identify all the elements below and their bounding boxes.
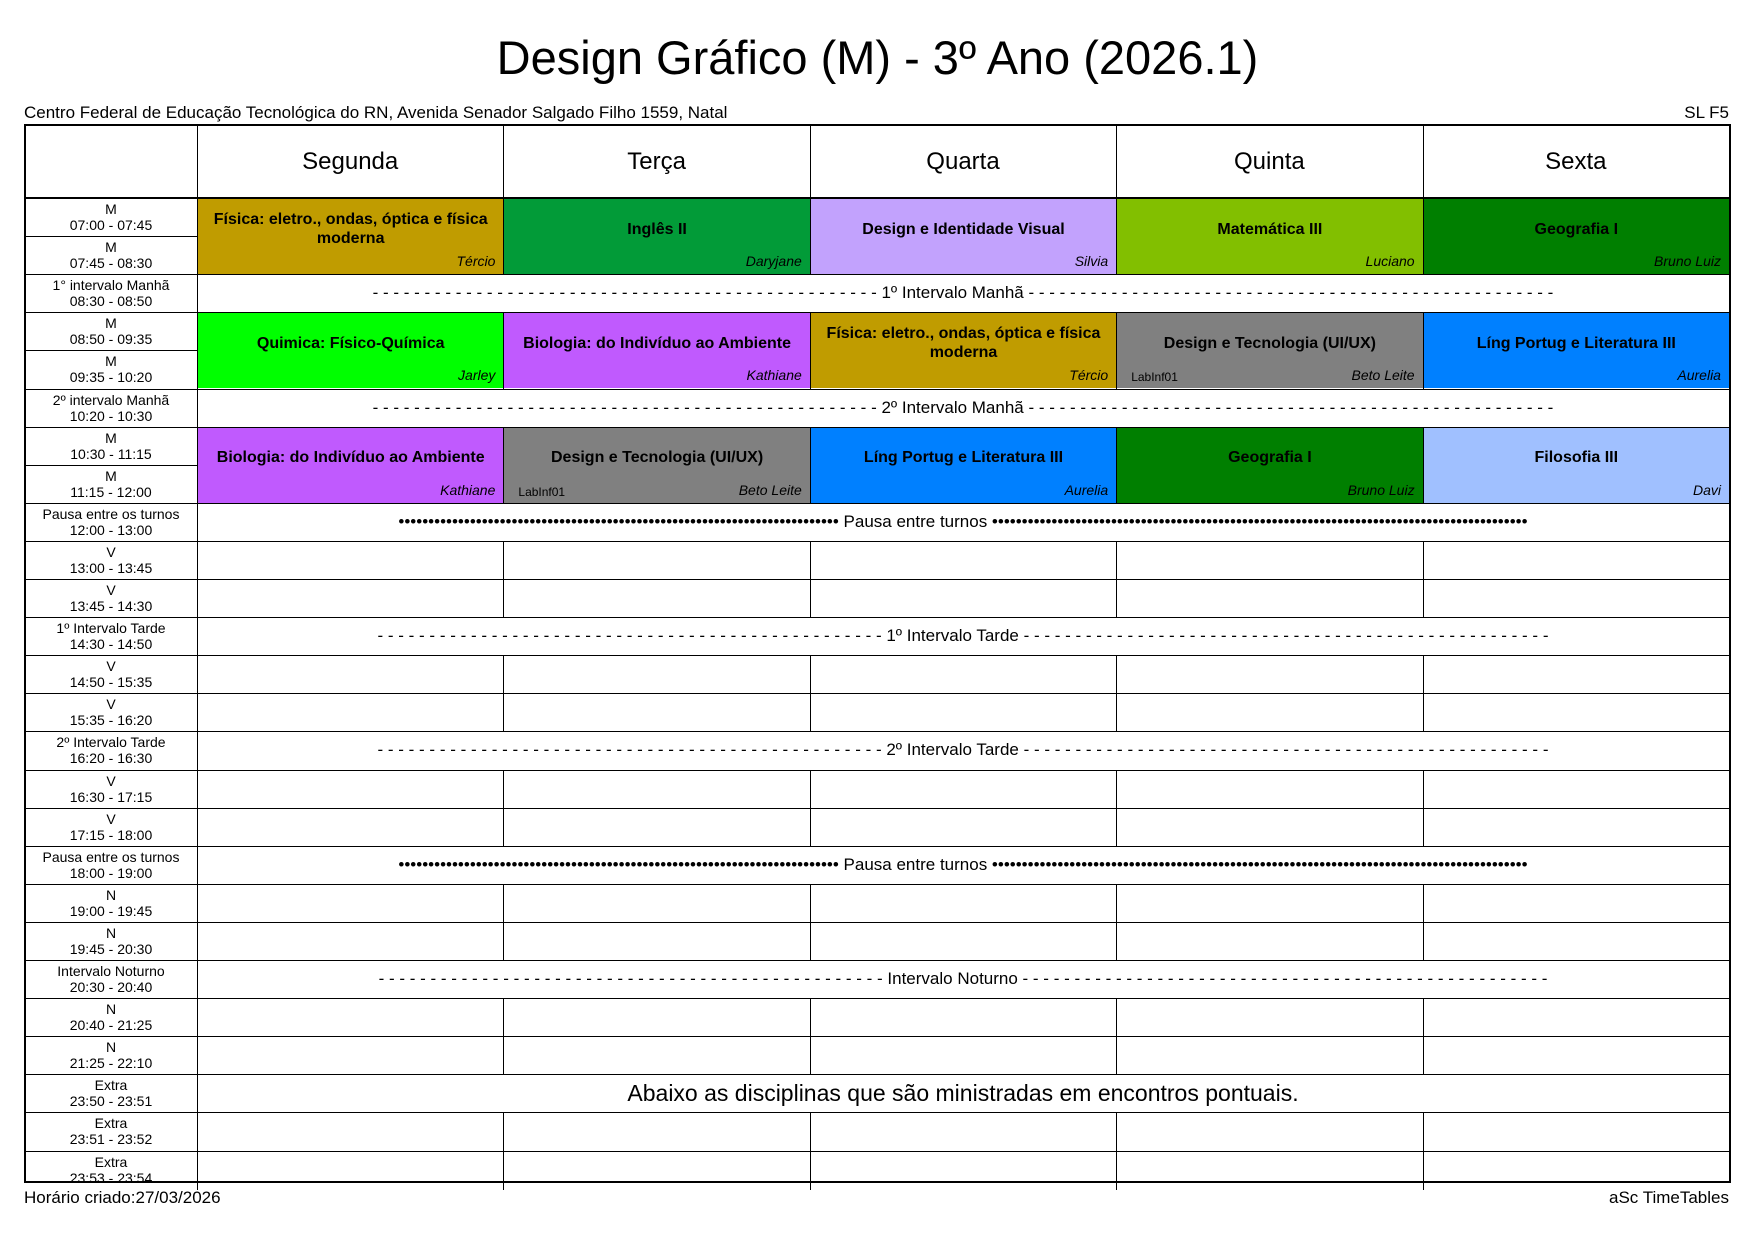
lesson-teacher: Tércio (456, 253, 496, 270)
column-divider (1423, 922, 1424, 961)
column-divider (810, 808, 811, 847)
column-divider (1116, 126, 1117, 198)
lesson-card[interactable] (1117, 199, 1422, 274)
page-title: Design Gráfico (M) - 3º Ano (2026.1) (496, 31, 1259, 84)
lesson-teacher: Beto Leite (1351, 367, 1415, 384)
time-slot-label: Intervalo Noturno (57, 963, 165, 979)
time-slot-range: 07:45 - 08:30 (69, 255, 153, 272)
lesson-card[interactable] (504, 313, 809, 388)
lesson-teacher: Davi (1692, 481, 1721, 498)
lesson-card[interactable] (1424, 199, 1729, 274)
column-divider (810, 770, 811, 809)
lesson-teacher: Bruno Luiz (1654, 253, 1721, 270)
lesson-teacher: Daryjane (745, 253, 802, 270)
institution-address: Centro Federal de Educação Tecnológica do RN, Avenida Senador Salgado Filho 1559, Natal (24, 103, 728, 122)
time-slot-label: 2º Intervalo Tarde (56, 734, 166, 751)
column-divider (197, 770, 198, 809)
column-divider (1423, 579, 1424, 618)
column-divider (1116, 541, 1117, 580)
time-slot-label: Pausa entre os turnos (42, 848, 180, 865)
lesson-subject-text: Líng Portug e Literatura III (1476, 334, 1676, 352)
time-slot (26, 658, 196, 696)
lesson-teacher: Bruno Luiz (1347, 481, 1415, 498)
row-divider (26, 655, 1729, 656)
column-divider (197, 655, 198, 694)
lesson-subject (204, 199, 497, 259)
lesson-card[interactable] (198, 313, 503, 388)
row-divider (26, 350, 197, 351)
lesson-card[interactable] (198, 428, 503, 503)
column-divider (197, 579, 198, 618)
time-slot-label: V (106, 543, 116, 560)
column-divider (503, 541, 504, 580)
timetable-grid (24, 124, 1731, 1186)
lesson-teacher: Beto Leite (738, 481, 802, 498)
row-divider (26, 808, 1729, 809)
column-divider (1116, 579, 1117, 618)
lesson-card[interactable] (811, 199, 1116, 274)
column-divider (810, 579, 811, 618)
row-divider (26, 998, 1729, 999)
time-slot (26, 239, 196, 277)
day-header-terça: Terça (627, 148, 686, 175)
time-slot-range: 12:00 - 13:00 (69, 521, 153, 538)
time-slot-range: 10:20 - 10:30 (69, 407, 153, 424)
time-slot-range: 07:00 - 07:45 (69, 217, 153, 233)
lesson-card[interactable] (198, 199, 503, 274)
break-band: •••••••••••••••••••••••••••••••••••••••••••••••••••••••••••••••••••••••••• Pausa entre turnos •••••••••••••••••••••••••••••••••••••••••••••••••••••••••••••••••••••••••••••••••••••••••• (398, 854, 1528, 874)
time-slot-range: 19:00 - 19:45 (69, 902, 153, 919)
lesson-card[interactable] (1424, 428, 1729, 503)
lesson-subject-text: Quimica: Físico-Química (256, 334, 445, 352)
column-divider (503, 922, 504, 961)
time-slot (26, 1115, 196, 1153)
time-slot-label: V (106, 696, 116, 713)
row-divider (26, 1112, 1729, 1113)
time-slot (26, 506, 196, 544)
time-slot-range: 20:40 - 21:25 (69, 1017, 153, 1034)
column-divider (810, 1151, 811, 1190)
lesson-subject (1123, 428, 1416, 488)
lesson-subject (817, 428, 1110, 488)
time-slot-label: V (106, 582, 116, 598)
time-slot (26, 887, 196, 925)
column-divider (810, 884, 811, 923)
lesson-subject-text: Geografia I (1534, 220, 1619, 238)
time-slot-label: V (106, 810, 116, 827)
time-slot (26, 315, 196, 353)
column-divider (1116, 998, 1117, 1037)
time-slot (26, 963, 196, 1001)
time-slot-label: Extra (94, 1153, 128, 1170)
column-divider (503, 126, 504, 198)
time-slot-label: M (105, 201, 117, 217)
column-divider (1423, 541, 1424, 580)
time-slot (26, 1001, 196, 1039)
column-divider (197, 808, 198, 847)
time-slot-label: M (105, 429, 117, 446)
column-divider (1116, 1036, 1117, 1075)
time-slot-range: 21:25 - 22:10 (69, 1055, 153, 1072)
row-divider (26, 1151, 1729, 1152)
lesson-subject (817, 313, 1110, 373)
lesson-subject-text: Física: eletro., ondas, óptica e física moderna (826, 325, 1101, 362)
column-divider (810, 998, 811, 1037)
column-divider (1423, 655, 1424, 694)
row-divider (26, 922, 1729, 923)
time-slot-label: M (105, 467, 117, 484)
column-divider (1116, 808, 1117, 847)
time-slot (26, 392, 196, 430)
time-slot (26, 1154, 196, 1192)
lesson-subject (817, 199, 1110, 259)
break-band: - - - - - - - - - - - - - - - - - - - - - - - - - - - - - - - - - - - - - - - - - - - - - - - - - 1º Intervalo Tarde - - - - - - - - - - - - - - - - - - - - - - - - - - - - - - - - - - - - - - - - - - - - - - - - - - - (377, 626, 1549, 646)
column-divider (1423, 808, 1424, 847)
time-slot-label: 1° intervalo Manhã (52, 277, 170, 294)
column-divider (810, 1036, 811, 1075)
lesson-teacher: Tércio (1069, 367, 1109, 384)
time-slot-label: M (105, 315, 117, 332)
column-divider (197, 884, 198, 923)
row-divider (26, 236, 197, 237)
time-slot-range: 14:30 - 14:50 (69, 636, 153, 653)
lesson-subject (204, 428, 497, 488)
column-divider (810, 693, 811, 732)
lesson-teacher: Silvia (1074, 253, 1109, 270)
time-slot (26, 544, 196, 582)
column-divider (503, 770, 504, 809)
time-slot (26, 1039, 196, 1077)
break-band: - - - - - - - - - - - - - - - - - - - - - - - - - - - - - - - - - - - - - - - - - - - - - - - - - Intervalo Noturno - - - - - - - - - - - - - - - - - - - - - - - - - - - - - - - - - - - - - - - - - - - - - - - - - - - (378, 969, 1548, 988)
lesson-subject (1430, 428, 1723, 488)
column-divider (1423, 770, 1424, 809)
time-slot (26, 353, 196, 391)
column-divider (1423, 1112, 1424, 1151)
time-slot (26, 277, 196, 315)
time-slot (26, 1077, 196, 1115)
time-slot-range: 08:30 - 08:50 (69, 293, 153, 310)
day-header-sexta: Sexta (1545, 148, 1607, 175)
column-divider (503, 693, 504, 732)
row-divider (26, 541, 1729, 542)
time-slot-range: 08:50 - 09:35 (69, 331, 153, 348)
room-code: SL F5 (1684, 103, 1729, 122)
column-divider (810, 1112, 811, 1151)
break-band: - - - - - - - - - - - - - - - - - - - - - - - - - - - - - - - - - - - - - - - - - - - - - - - - - 1º Intervalo Manhã - - - - - - - - - - - - - - - - - - - - - - - - - - - - - - - - - - - - - - - - - - - - - - - - - - - (372, 283, 1554, 303)
break-band: - - - - - - - - - - - - - - - - - - - - - - - - - - - - - - - - - - - - - - - - - - - - - - - - - 2º Intervalo Manhã - - - - - - - - - - - - - - - - - - - - - - - - - - - - - - - - - - - - - - - - - - - - - - - - - - - (372, 397, 1554, 417)
time-slot-range: 20:30 - 20:40 (69, 979, 153, 995)
day-header-quinta: Quinta (1234, 148, 1305, 175)
time-slot-range: 13:00 - 13:45 (69, 559, 153, 576)
column-divider (810, 541, 811, 580)
time-slot-label: N (105, 1039, 117, 1056)
lesson-subject-text: Física: eletro., ondas, óptica e física moderna (213, 211, 488, 248)
lesson-subject (1430, 199, 1723, 259)
lesson-subject-text: Inglês II (627, 220, 687, 238)
lesson-subject (204, 313, 497, 373)
lesson-subject (1123, 199, 1416, 259)
lesson-subject (1430, 313, 1723, 373)
lesson-card[interactable] (1117, 313, 1422, 388)
lesson-teacher: Jarley (458, 367, 496, 384)
day-header-quarta: Quarta (926, 148, 1000, 175)
lesson-subject-text: Design e Identidade Visual (862, 220, 1065, 238)
time-slot-label: V (106, 772, 116, 789)
time-slot-range: 16:20 - 16:30 (69, 750, 153, 767)
column-divider (1116, 770, 1117, 809)
lesson-subject-text: Filosofia III (1534, 449, 1619, 467)
time-slot-range: 16:30 - 17:15 (69, 788, 153, 805)
time-slot-label: Extra (94, 1115, 128, 1132)
row-divider (26, 770, 1729, 771)
footer-created-date: Horário criado:27/03/2026 (24, 1188, 221, 1207)
time-slot (26, 849, 196, 887)
column-divider (197, 541, 198, 580)
time-slot (26, 430, 196, 468)
lesson-teacher: Aurelia (1677, 367, 1721, 384)
column-divider (503, 808, 504, 847)
lesson-subject-text: Design e Tecnologia (UI/UX) (1163, 334, 1376, 352)
time-slot-range: 23:53 - 23:54 (69, 1169, 153, 1186)
lesson-card[interactable] (504, 199, 809, 274)
time-slot-range: 23:51 - 23:52 (69, 1131, 153, 1148)
column-divider (503, 1112, 504, 1151)
lesson-card[interactable] (1117, 428, 1422, 503)
column-divider (197, 1112, 198, 1151)
column-divider (503, 655, 504, 694)
column-divider (503, 884, 504, 923)
lesson-teacher: Kathiane (440, 481, 496, 498)
time-slot (26, 468, 196, 506)
lesson-room: LabInf01 (1131, 370, 1178, 385)
lesson-card[interactable] (504, 428, 809, 503)
time-slot-label: Extra (94, 1077, 128, 1094)
lesson-subject-text: Design e Tecnologia (UI/UX) (551, 449, 764, 467)
time-slot-label: N (105, 924, 117, 941)
column-divider (503, 1151, 504, 1190)
lesson-subject (1123, 313, 1416, 373)
lesson-subject (510, 199, 803, 259)
row-divider (26, 693, 1729, 694)
lesson-subject-text: Líng Portug e Literatura III (863, 449, 1064, 467)
lesson-teacher: Kathiane (746, 367, 802, 384)
lesson-subject-text: Biologia: do Indivíduo ao Ambiente (216, 449, 485, 467)
lesson-subject-text: Matemática III (1217, 220, 1323, 238)
lesson-teacher: Luciano (1365, 253, 1415, 270)
time-slot-label: M (105, 353, 117, 370)
time-slot-range: 17:15 - 18:00 (69, 826, 153, 843)
column-divider (197, 922, 198, 961)
time-slot-range: 14:50 - 15:35 (69, 674, 153, 691)
time-slot (26, 696, 196, 734)
row-divider (26, 579, 1729, 580)
time-slot-range: 23:50 - 23:51 (69, 1093, 153, 1110)
lesson-subject-text: Biologia: do Indivíduo ao Ambiente (523, 334, 791, 352)
time-slot (26, 620, 196, 658)
column-divider (810, 126, 811, 198)
lesson-teacher: Aurelia (1064, 481, 1109, 498)
column-divider (1116, 1112, 1117, 1151)
row-divider (26, 884, 1729, 885)
column-divider (1116, 1151, 1117, 1190)
time-slot-range: 10:30 - 11:15 (70, 445, 152, 462)
column-divider (1423, 998, 1424, 1037)
time-slot-label: V (106, 658, 116, 675)
column-divider (197, 998, 198, 1037)
lesson-card[interactable] (1424, 313, 1729, 388)
column-divider (810, 922, 811, 961)
row-divider (26, 1036, 1729, 1037)
time-slot-range: 19:45 - 20:30 (69, 940, 153, 957)
column-divider (1116, 884, 1117, 923)
column-divider (503, 579, 504, 618)
column-divider (1423, 126, 1424, 198)
lesson-room: LabInf01 (518, 484, 566, 499)
column-divider (197, 1151, 198, 1190)
column-divider (1423, 693, 1424, 732)
column-divider (810, 655, 811, 694)
column-divider (197, 1036, 198, 1075)
time-slot-range: 11:15 - 12:00 (70, 483, 152, 500)
break-band: •••••••••••••••••••••••••••••••••••••••••••••••••••••••••••••••••••••••••• Pausa entre turnos •••••••••••••••••••••••••••••••••••••••••••••••••••••••••••••••••••••••••••••••••••••••••• (398, 511, 1528, 531)
column-divider (1116, 922, 1117, 961)
time-slot-label: N (105, 886, 117, 903)
break-band: - - - - - - - - - - - - - - - - - - - - - - - - - - - - - - - - - - - - - - - - - - - - - - - - - 2º Intervalo Tarde - - - - - - - - - - - - - - - - - - - - - - - - - - - - - - - - - - - - - - - - - - - - - - - - - - - (377, 740, 1549, 760)
time-slot (26, 734, 196, 772)
column-divider (503, 998, 504, 1037)
time-slot-label: 1º Intervalo Tarde (56, 620, 166, 637)
time-slot-range: 09:35 - 10:20 (69, 369, 153, 386)
time-slot-range: 13:45 - 14:30 (69, 598, 153, 614)
row-divider (26, 465, 197, 466)
time-slot-range: 18:00 - 19:00 (69, 864, 153, 881)
time-slot (26, 811, 196, 849)
time-slot (26, 582, 196, 620)
column-divider (1423, 1036, 1424, 1075)
column-divider (1116, 655, 1117, 694)
lesson-subject-text: Geografia I (1228, 449, 1312, 467)
lesson-subject (510, 428, 803, 488)
time-slot (26, 201, 196, 239)
lesson-card[interactable] (811, 313, 1116, 388)
time-slot-label: M (105, 239, 117, 256)
footer-software: aSc TimeTables (1609, 1188, 1729, 1207)
time-slot-label: Pausa entre os turnos (42, 505, 180, 522)
lesson-card[interactable] (811, 428, 1116, 503)
column-divider (1116, 693, 1117, 732)
column-divider (1423, 1151, 1424, 1190)
extra-notice: Abaixo as disciplinas que são ministradas em encontros pontuais. (627, 1080, 1299, 1107)
day-header-segunda: Segunda (302, 148, 399, 175)
time-slot-range: 15:35 - 16:20 (69, 712, 153, 729)
column-divider (1423, 884, 1424, 923)
lesson-subject (510, 313, 803, 373)
time-slot-label: 2º intervalo Manhã (52, 391, 170, 408)
column-divider (197, 693, 198, 732)
column-divider (197, 126, 198, 198)
time-slot-label: N (105, 1001, 117, 1018)
time-slot (26, 925, 196, 963)
column-divider (503, 1036, 504, 1075)
time-slot (26, 773, 196, 811)
